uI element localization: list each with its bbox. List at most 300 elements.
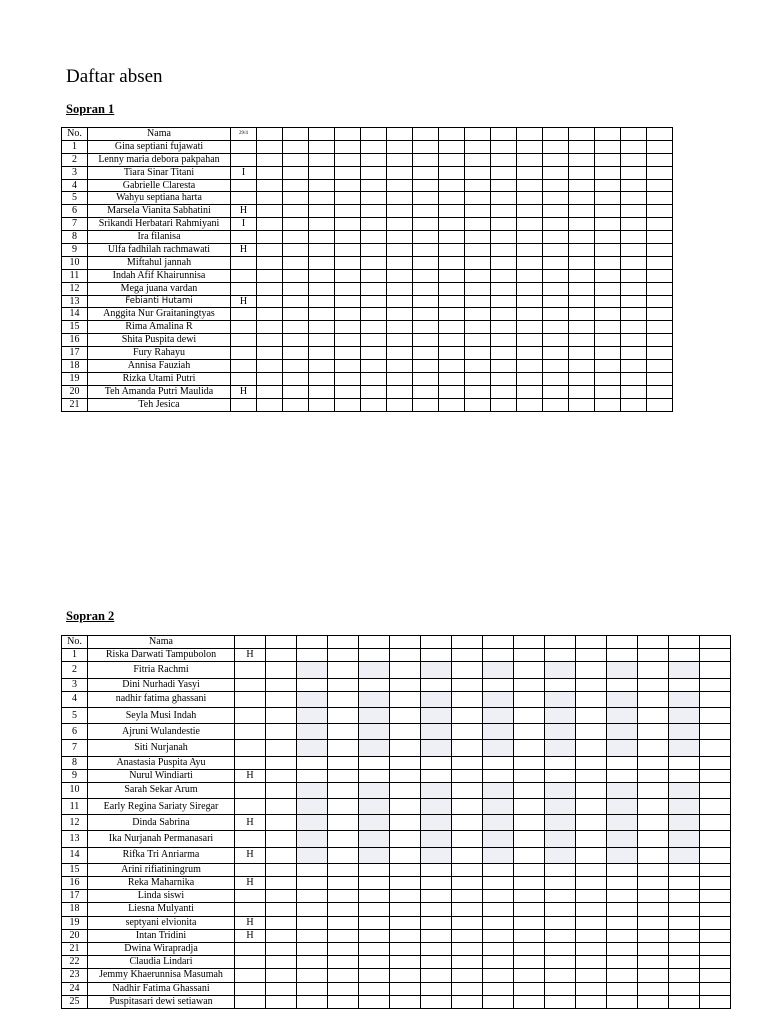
attendance-cell (491, 372, 517, 385)
attendance-cell (390, 942, 421, 955)
attendance-cell (465, 385, 491, 398)
attendance-cell (647, 231, 673, 244)
attendance-cell (545, 799, 576, 815)
row-number: 18 (62, 360, 88, 373)
attendance-cell (439, 398, 465, 411)
student-name: Ika Nurjanah Permanasari (88, 831, 235, 847)
attendance-cell (328, 831, 359, 847)
attendance-cell (421, 929, 452, 942)
attendance-cell (514, 769, 545, 782)
attendance-cell (328, 916, 359, 929)
attendance-cell (328, 815, 359, 831)
attendance-cell (595, 385, 621, 398)
attendance-cell (439, 295, 465, 308)
row-number: 7 (62, 740, 88, 756)
attendance-cell (361, 205, 387, 218)
student-name: Puspitasari dewi setiawan (88, 995, 235, 1008)
attendance-cell (638, 756, 669, 769)
attendance-cell (514, 847, 545, 863)
student-name: Annisa Fauziah (88, 360, 231, 373)
attendance-cell (452, 831, 483, 847)
attendance-cell (647, 140, 673, 153)
attendance-cell (517, 231, 543, 244)
row-number: 22 (62, 956, 88, 969)
attendance-cell (452, 890, 483, 903)
attendance-cell (257, 153, 283, 166)
attendance-cell (491, 179, 517, 192)
attendance-cell (483, 740, 514, 756)
attendance-column-header (361, 128, 387, 141)
attendance-cell (669, 769, 700, 782)
attendance-cell (483, 782, 514, 798)
attendance-cell (390, 691, 421, 707)
attendance-cell (257, 282, 283, 295)
attendance-cell (452, 782, 483, 798)
attendance-cell (543, 398, 569, 411)
attendance-cell (669, 847, 700, 863)
attendance-cell (390, 662, 421, 678)
attendance-cell (335, 218, 361, 231)
attendance-cell (413, 244, 439, 257)
attendance-cell (638, 929, 669, 942)
attendance-cell (545, 929, 576, 942)
attendance-cell (569, 205, 595, 218)
student-row (62, 347, 673, 360)
attendance-cell (297, 815, 328, 831)
student-name: Reka Maharnika (88, 877, 235, 890)
attendance-cell (517, 153, 543, 166)
attendance-cell (328, 740, 359, 756)
attendance-cell (266, 890, 297, 903)
attendance-column-header (452, 636, 483, 649)
attendance-cell (514, 890, 545, 903)
attendance-cell (638, 799, 669, 815)
attendance-cell (607, 929, 638, 942)
attendance-cell (439, 321, 465, 334)
attendance-cell (647, 179, 673, 192)
attendance-cell (421, 769, 452, 782)
attendance-column-header (647, 128, 673, 141)
attendance-cell (576, 863, 607, 876)
header-row (62, 636, 731, 649)
attendance-cell (483, 831, 514, 847)
student-name: Fury Rahayu (88, 347, 231, 360)
attendance-cell (257, 205, 283, 218)
attendance-cell (545, 956, 576, 969)
attendance-cell (514, 662, 545, 678)
attendance-cell (669, 916, 700, 929)
attendance-cell (283, 231, 309, 244)
attendance-cell (390, 982, 421, 995)
attendance-cell (257, 347, 283, 360)
attendance-cell (452, 916, 483, 929)
student-row (62, 231, 673, 244)
attendance-column-header (359, 636, 390, 649)
attendance-cell (266, 678, 297, 691)
attendance-cell (297, 956, 328, 969)
attendance-cell (514, 956, 545, 969)
attendance-cell (621, 205, 647, 218)
attendance-cell (361, 282, 387, 295)
attendance-cell (421, 831, 452, 847)
attendance-cell (621, 256, 647, 269)
attendance-cell (576, 956, 607, 969)
attendance-cell (421, 756, 452, 769)
student-row (62, 282, 673, 295)
attendance-cell (359, 678, 390, 691)
attendance-cell (669, 982, 700, 995)
attendance-cell (387, 334, 413, 347)
name-column-header: Nama (88, 128, 231, 141)
attendance-cell (465, 360, 491, 373)
attendance-cell (576, 916, 607, 929)
attendance-cell (421, 649, 452, 662)
attendance-cell (669, 678, 700, 691)
attendance-cell (543, 360, 569, 373)
student-row (62, 969, 731, 982)
attendance-cell (309, 244, 335, 257)
attendance-cell (328, 678, 359, 691)
attendance-cell (439, 166, 465, 179)
attendance-mark: H (231, 244, 257, 257)
student-row (62, 295, 673, 308)
attendance-cell (439, 334, 465, 347)
attendance-cell (359, 691, 390, 707)
attendance-cell (335, 205, 361, 218)
student-row (62, 334, 673, 347)
attendance-cell (647, 372, 673, 385)
attendance-mark (235, 724, 266, 740)
row-number: 3 (62, 166, 88, 179)
attendance-cell (517, 179, 543, 192)
attendance-cell (483, 956, 514, 969)
attendance-cell (283, 308, 309, 321)
attendance-cell (607, 916, 638, 929)
attendance-cell (514, 649, 545, 662)
attendance-cell (607, 863, 638, 876)
row-number: 3 (62, 678, 88, 691)
attendance-cell (576, 903, 607, 916)
attendance-cell (647, 282, 673, 295)
student-row (62, 140, 673, 153)
attendance-cell (465, 269, 491, 282)
attendance-cell (595, 269, 621, 282)
attendance-cell (491, 334, 517, 347)
attendance-cell (283, 334, 309, 347)
attendance-cell (335, 308, 361, 321)
attendance-cell (283, 295, 309, 308)
attendance-cell (576, 678, 607, 691)
attendance-cell (647, 360, 673, 373)
attendance-cell (647, 256, 673, 269)
attendance-cell (283, 321, 309, 334)
attendance-mark (231, 153, 257, 166)
attendance-cell (297, 982, 328, 995)
attendance-cell (359, 662, 390, 678)
header-row (62, 128, 673, 141)
attendance-cell (413, 372, 439, 385)
attendance-mark (235, 969, 266, 982)
attendance-cell (700, 740, 731, 756)
student-name: Gina septiani fujawati (88, 140, 231, 153)
student-name: Indah Afif Khairunnisa (88, 269, 231, 282)
sopran2-attendance-table (61, 635, 731, 1009)
student-name: Linda siswi (88, 890, 235, 903)
student-row (62, 678, 731, 691)
attendance-cell (439, 372, 465, 385)
attendance-cell (439, 282, 465, 295)
attendance-cell (413, 295, 439, 308)
attendance-cell (328, 969, 359, 982)
attendance-cell (390, 877, 421, 890)
attendance-column-header (309, 128, 335, 141)
attendance-cell (387, 244, 413, 257)
attendance-cell (309, 192, 335, 205)
attendance-cell (359, 956, 390, 969)
attendance-cell (257, 192, 283, 205)
attendance-cell (517, 244, 543, 257)
attendance-cell (607, 831, 638, 847)
attendance-cell (569, 321, 595, 334)
attendance-mark (231, 179, 257, 192)
attendance-cell (335, 192, 361, 205)
attendance-cell (700, 831, 731, 847)
attendance-cell (359, 890, 390, 903)
attendance-cell (297, 929, 328, 942)
attendance-cell (595, 321, 621, 334)
attendance-cell (297, 831, 328, 847)
attendance-cell (335, 269, 361, 282)
attendance-cell (421, 662, 452, 678)
attendance-cell (517, 334, 543, 347)
attendance-cell (439, 179, 465, 192)
attendance-mark: H (235, 769, 266, 782)
attendance-cell (491, 244, 517, 257)
row-number: 8 (62, 231, 88, 244)
attendance-cell (607, 847, 638, 863)
attendance-mark (231, 347, 257, 360)
attendance-cell (452, 956, 483, 969)
attendance-cell (465, 179, 491, 192)
attendance-cell (361, 269, 387, 282)
attendance-cell (266, 916, 297, 929)
attendance-cell (390, 756, 421, 769)
attendance-cell (517, 218, 543, 231)
attendance-cell (421, 799, 452, 815)
date-column-header (235, 636, 266, 649)
attendance-cell (283, 140, 309, 153)
row-number: 5 (62, 707, 88, 723)
attendance-cell (452, 707, 483, 723)
attendance-cell (297, 649, 328, 662)
student-row (62, 863, 731, 876)
attendance-cell (421, 863, 452, 876)
attendance-cell (514, 799, 545, 815)
sopran2-heading: Sopran 2 (66, 609, 115, 623)
attendance-column-header (283, 128, 309, 141)
attendance-cell (421, 815, 452, 831)
attendance-cell (545, 662, 576, 678)
attendance-cell (569, 231, 595, 244)
attendance-cell (491, 205, 517, 218)
attendance-cell (297, 678, 328, 691)
attendance-cell (257, 269, 283, 282)
attendance-cell (413, 269, 439, 282)
attendance-cell (413, 140, 439, 153)
attendance-cell (421, 969, 452, 982)
attendance-cell (576, 782, 607, 798)
attendance-cell (607, 769, 638, 782)
attendance-cell (621, 218, 647, 231)
attendance-cell (465, 321, 491, 334)
attendance-cell (700, 815, 731, 831)
attendance-cell (465, 282, 491, 295)
attendance-cell (309, 398, 335, 411)
attendance-cell (483, 969, 514, 982)
student-row (62, 815, 731, 831)
attendance-cell (335, 321, 361, 334)
attendance-cell (545, 890, 576, 903)
student-name: Rima Amalina R (88, 321, 231, 334)
attendance-cell (266, 863, 297, 876)
attendance-cell (390, 649, 421, 662)
attendance-cell (297, 756, 328, 769)
attendance-cell (647, 205, 673, 218)
attendance-cell (647, 308, 673, 321)
attendance-cell (595, 218, 621, 231)
attendance-cell (569, 347, 595, 360)
attendance-cell (387, 372, 413, 385)
attendance-column-header (439, 128, 465, 141)
attendance-cell (257, 179, 283, 192)
attendance-cell (359, 799, 390, 815)
student-row (62, 662, 731, 678)
attendance-cell (335, 244, 361, 257)
student-name: Anggita Nur Graitaningtyas (88, 308, 231, 321)
attendance-mark (231, 269, 257, 282)
row-number: 19 (62, 916, 88, 929)
attendance-cell (514, 831, 545, 847)
attendance-cell (283, 179, 309, 192)
attendance-cell (569, 192, 595, 205)
attendance-cell (569, 295, 595, 308)
attendance-cell (465, 140, 491, 153)
attendance-cell (517, 360, 543, 373)
attendance-column-header (607, 636, 638, 649)
attendance-cell (335, 295, 361, 308)
attendance-cell (266, 815, 297, 831)
attendance-mark: H (235, 649, 266, 662)
attendance-mark (235, 707, 266, 723)
student-row (62, 956, 731, 969)
student-name: Riska Darwati Tampubolon (88, 649, 235, 662)
attendance-cell (545, 649, 576, 662)
attendance-cell (543, 334, 569, 347)
attendance-mark (231, 334, 257, 347)
row-number: 5 (62, 192, 88, 205)
attendance-cell (621, 321, 647, 334)
attendance-cell (390, 903, 421, 916)
attendance-column-header (421, 636, 452, 649)
attendance-cell (266, 942, 297, 955)
attendance-cell (576, 756, 607, 769)
student-name: Febianti Hutami (88, 295, 231, 308)
attendance-cell (421, 740, 452, 756)
attendance-cell (283, 153, 309, 166)
row-number: 4 (62, 179, 88, 192)
attendance-cell (452, 691, 483, 707)
attendance-cell (361, 218, 387, 231)
row-number: 7 (62, 218, 88, 231)
attendance-cell (439, 205, 465, 218)
attendance-cell (257, 385, 283, 398)
attendance-cell (545, 942, 576, 955)
attendance-cell (569, 269, 595, 282)
attendance-cell (421, 724, 452, 740)
row-number: 1 (62, 140, 88, 153)
attendance-cell (576, 831, 607, 847)
attendance-cell (576, 740, 607, 756)
attendance-cell (517, 308, 543, 321)
attendance-cell (483, 691, 514, 707)
attendance-cell (545, 678, 576, 691)
student-row (62, 269, 673, 282)
attendance-cell (514, 756, 545, 769)
attendance-cell (545, 877, 576, 890)
attendance-cell (283, 218, 309, 231)
attendance-cell (421, 890, 452, 903)
attendance-cell (647, 334, 673, 347)
attendance-cell (309, 218, 335, 231)
attendance-column-header (595, 128, 621, 141)
student-row (62, 179, 673, 192)
attendance-cell (283, 385, 309, 398)
attendance-cell (266, 847, 297, 863)
student-name: Arini rifiatiningrum (88, 863, 235, 876)
attendance-mark: H (235, 929, 266, 942)
attendance-cell (621, 308, 647, 321)
attendance-cell (700, 678, 731, 691)
attendance-cell (638, 956, 669, 969)
attendance-cell (514, 982, 545, 995)
attendance-cell (328, 662, 359, 678)
attendance-cell (361, 372, 387, 385)
attendance-cell (638, 724, 669, 740)
attendance-cell (257, 321, 283, 334)
attendance-cell (297, 782, 328, 798)
attendance-cell (543, 218, 569, 231)
attendance-column-header (545, 636, 576, 649)
attendance-cell (335, 347, 361, 360)
attendance-mark (235, 863, 266, 876)
attendance-cell (576, 969, 607, 982)
attendance-cell (700, 903, 731, 916)
attendance-cell (545, 831, 576, 847)
attendance-cell (545, 724, 576, 740)
attendance-cell (413, 282, 439, 295)
attendance-cell (361, 334, 387, 347)
attendance-cell (569, 334, 595, 347)
student-row (62, 724, 731, 740)
attendance-cell (413, 321, 439, 334)
attendance-cell (283, 372, 309, 385)
attendance-cell (257, 334, 283, 347)
row-number: 13 (62, 831, 88, 847)
attendance-cell (545, 982, 576, 995)
attendance-cell (543, 179, 569, 192)
student-row (62, 903, 731, 916)
student-name: Ajruni Wulandestie (88, 724, 235, 740)
